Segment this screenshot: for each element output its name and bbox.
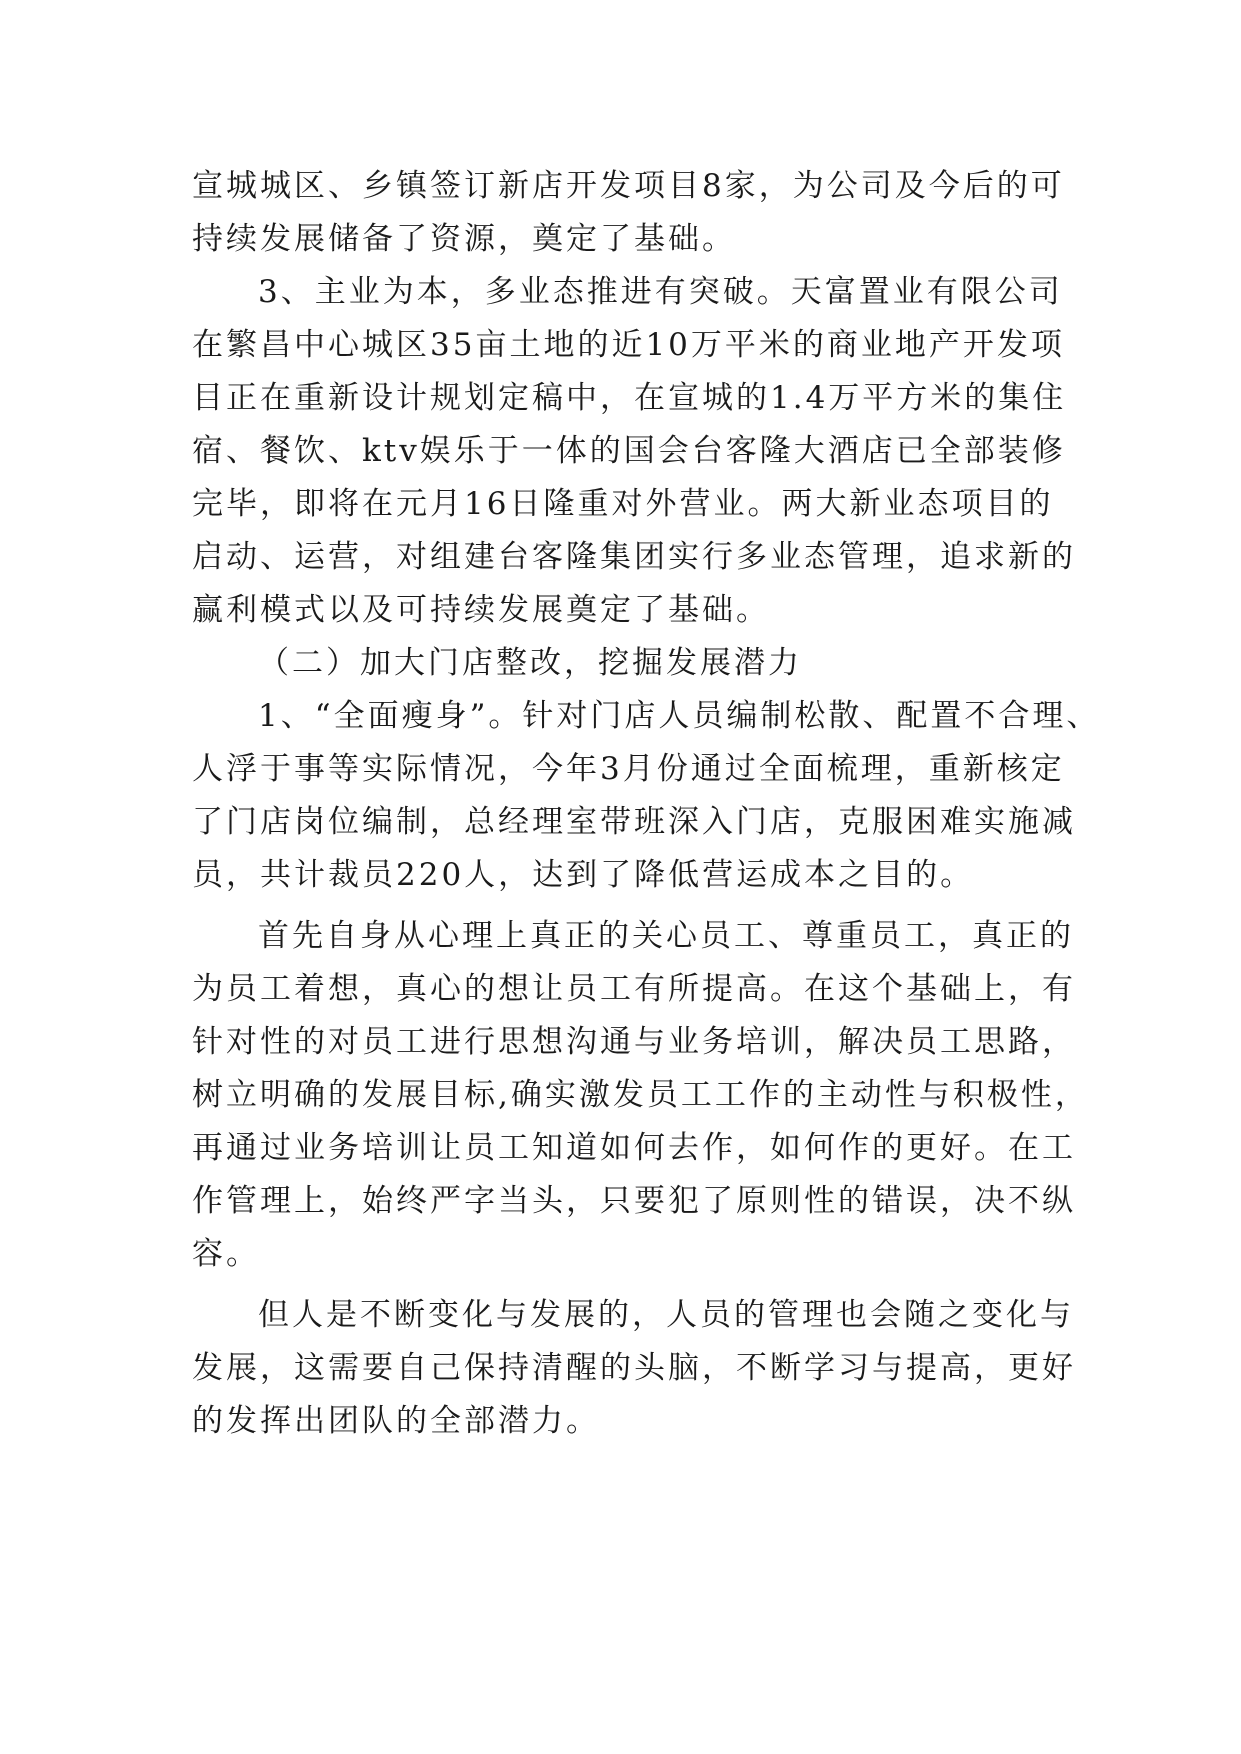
text-line: 3、主业为本，多业态推进有突破。天富置业有限公司 [258, 274, 1063, 310]
text-line: 启动、运营，对组建台客隆集团实行多业态管理，追求新的 [192, 539, 1076, 575]
text-line: 发展，这需要自己保持清醒的头脑，不断学习与提高，更好 [192, 1350, 1076, 1386]
text-line: 在繁昌中心城区35亩土地的近10万平米的商业地产开发项 [192, 327, 1065, 363]
text-line: 目正在重新设计规划定稿中，在宣城的1.4万平方米的集住 [192, 380, 1067, 416]
text-line: 了门店岗位编制，总经理室带班深入门店，克服困难实施减 [192, 804, 1076, 840]
document-body [192, 160, 1101, 1448]
text-line: 宿、餐饮、ktv娱乐于一体的国会台客隆大酒店已全部装修 [192, 433, 1066, 469]
paragraph-5 [192, 1289, 1076, 1448]
text-line: 树立明确的发展目标,确实激发员工工作的主动性与积极性， [192, 1077, 1089, 1113]
text-line: 赢利模式以及可持续发展奠定了基础。 [192, 592, 770, 628]
text-line: 首先自身从心理上真正的关心员工、尊重员工，真正的 [258, 918, 1074, 954]
text-line: 人浮于事等实际情况，今年3月份通过全面梳理，重新核定 [192, 751, 1065, 787]
text-line: 为员工着想，真心的想让员工有所提高。在这个基础上，有 [192, 971, 1076, 1007]
text-line: 容。 [192, 1236, 260, 1272]
text-line: 作管理上，始终严字当头，只要犯了原则性的错误，决不纵 [192, 1183, 1076, 1219]
text-line: 宣城城区、乡镇签订新店开发项目8家，为公司及今后的可 [192, 168, 1065, 204]
text-line: 再通过业务培训让员工知道如何去作，如何作的更好。在工 [192, 1130, 1076, 1166]
paragraph-2 [192, 266, 1076, 637]
text-line: 完毕，即将在元月16日隆重对外营业。两大新业态项目的 [192, 486, 1054, 522]
text-line: 但人是不断变化与发展的，人员的管理也会随之变化与 [258, 1297, 1074, 1333]
paragraph-4 [192, 910, 1089, 1281]
text-line: 持续发展储备了资源，奠定了基础。 [192, 221, 736, 257]
text-line: 的发挥出团队的全部潜力。 [192, 1403, 600, 1439]
section-heading [192, 637, 1072, 690]
text-line: 针对性的对员工进行思想沟通与业务培训，解决员工思路， [192, 1024, 1076, 1060]
heading-line: （二）加大门店整改，挖掘发展潜力 [258, 645, 802, 681]
text-line: 员，共计裁员220人，达到了降低营运成本之目的。 [192, 857, 975, 893]
text-line: 1、“全面瘦身”。针对门店人员编制松散、配置不合理、 [258, 698, 1101, 734]
paragraph-3 [192, 690, 1101, 902]
paragraph-1 [192, 160, 1072, 266]
